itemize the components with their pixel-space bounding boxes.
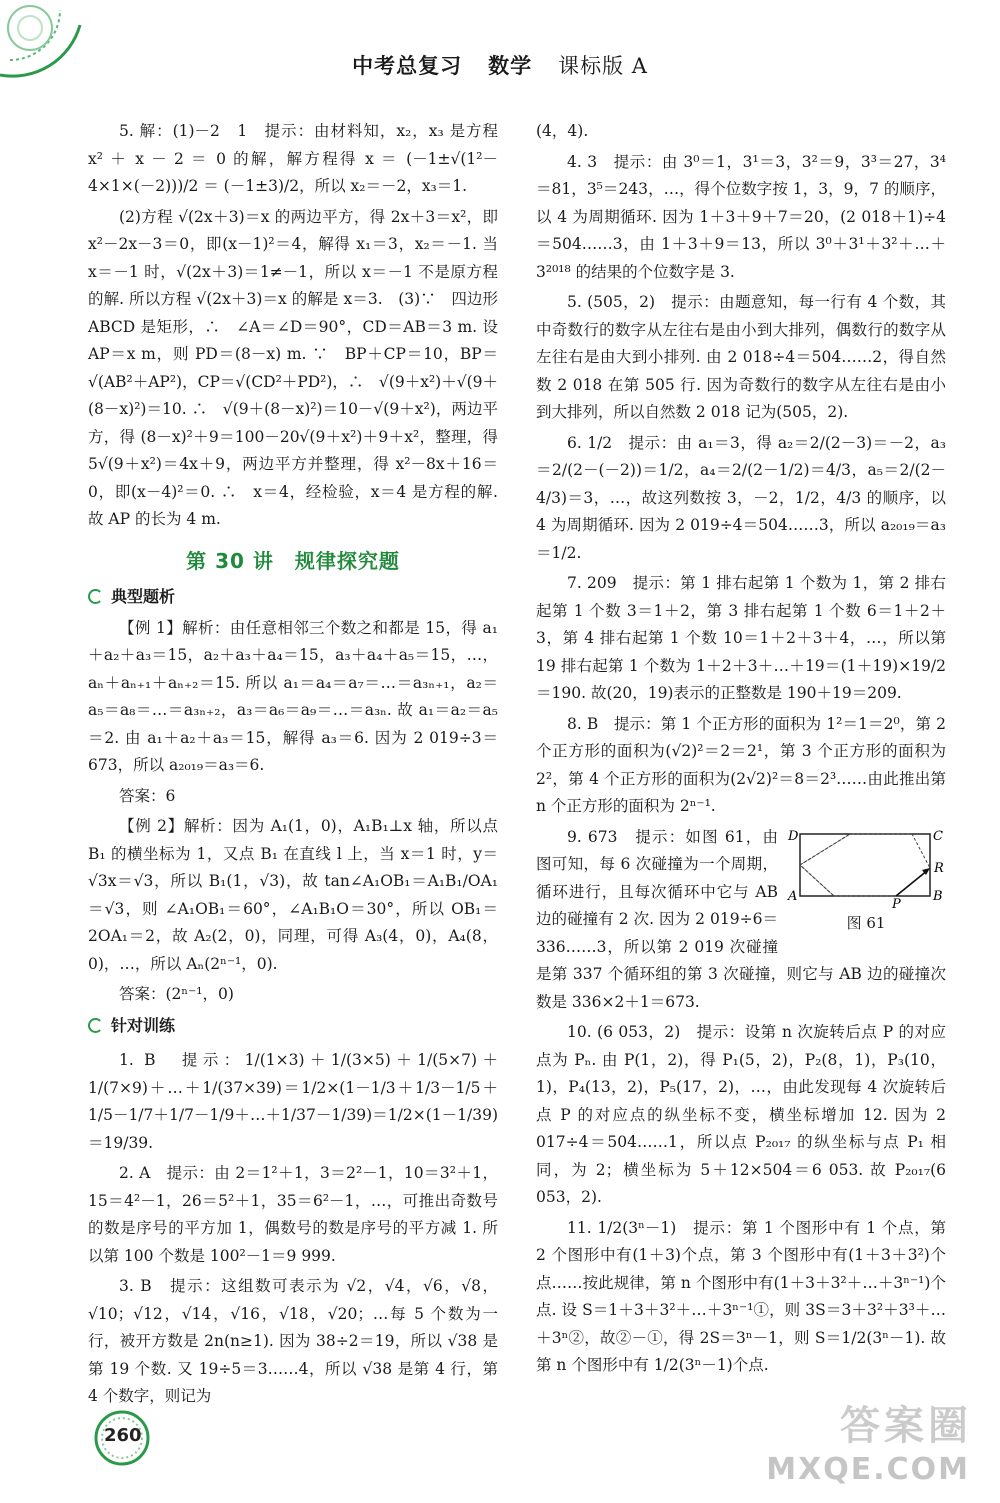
header-edition: 课标版 A bbox=[558, 54, 648, 78]
section-heading-label: 典型题析 bbox=[111, 587, 176, 606]
left-column bbox=[88, 118, 498, 1414]
training-6: 6. 1/2 提示：由 a₁＝3，得 a₂＝2/(2－3)＝－2，a₃＝2/(2－(－2))＝1/2，a₄＝2/(2－1/2)＝4/3，a₅＝2/(2－4/3)＝3，…，故这列数按 3，－2，1/2，4/3 的顺序，以 4 为周期循环. 因为 2 019÷4＝504……3，所以 a₂₀₁₉＝a₃＝1/2. bbox=[536, 433, 946, 562]
problem-5-part2: (2)方程 √(2x＋3)＝x 的两边平方，得 2x＋3＝x²，即 x²－2x－3＝0，即(x－1)²＝4，解得 x₁＝3，x₂＝－1. 当 x＝－1 时，√(2x＋3)＝1≠－1，所以 x＝－1 不是原方程的解. 所以方程 √(2x＋3)＝x 的解是 x＝3. (3)∵ 四边形 ABCD 是矩形，∴ ∠A＝∠D＝90°，CD＝AB＝3 m. 设 AP＝x m，则 PD＝(8－x) m. ∵ BP＋CP＝10，BP＝√(AB²＋AP²)，CP＝√(CD²＋PD²)，∴ √(9＋x²)＋√(9＋(8－x)²)＝10. ∴ √(9＋(8－x)²)＝10－√(9＋x²)，两边平方，得 (8－x)²＋9＝100－20√(9＋x²)＋9＋x²，整理，得 5√(9＋x²)＝4x＋9，两边平方并整理，得 x²－8x＋16＝0，即(x－4)²＝0. ∴ x＝4，经检验，x＝4 是方程的解. 故 AP 的长为 4 m. bbox=[88, 207, 499, 528]
problem-5-part1: 5. 解：(1)－2 1 提示：由材料知，x₂，x₃ 是方程 x² ＋ x － 2 ＝ 0 的解，解方程得 x ＝ (－1±√(1²－4×1×(－2)))/2 ＝ (－1±3)/2，所以 x₂＝－2，x₃＝1. bbox=[88, 122, 498, 195]
bounce-path bbox=[800, 834, 930, 896]
label-d: D bbox=[788, 828, 799, 844]
arrow-line bbox=[896, 870, 928, 896]
training-9: 9. 673 提示：如图 61，由图可知，每 6 次碰撞为一个周期，循环进行，且每次循环中它与 AB 边的碰撞有 2 次. 因为 2 019÷6＝336……3，所以第 2 019 次碰撞是第 337 个循环组的第 3 次碰撞，则它与 AB 边的碰撞次数是 336×2＋1＝673. bbox=[536, 827, 946, 1011]
rectangle-abcd bbox=[800, 834, 930, 896]
training-8: 8. B 提示：第 1 个正方形的面积为 1²＝1＝2⁰，第 2 个正方形的面积为(√2)²＝2＝2¹，第 3 个正方形的面积为 2²，第 4 个正方形的面积为(2√2)²＝8＝2³……由此推出第 n 个正方形的面积为 2ⁿ⁻¹. bbox=[536, 714, 946, 815]
bounce-path-2 bbox=[800, 834, 850, 896]
training-11: 11. 1/2(3ⁿ－1) 提示：第 1 个图形中有 1 个点，第 2 个图形中有(1＋3)个点，第 3 个图形中有(1＋3＋3²)个点……按此规律，第 n 个图形中有(1＋3＋3²＋…＋3ⁿ⁻¹)个点. 设 S＝1＋3＋3²＋…＋3ⁿ⁻¹①，则 3S＝3＋3²＋3³＋…＋3ⁿ②，故②－①，得 2S＝3ⁿ－1，则 S＝1/2(3ⁿ－1). 故第 n 个图形中有 1/2(3ⁿ－1)个点. bbox=[536, 1218, 946, 1374]
example-2-answer: 答案：(2ⁿ⁻¹，0) bbox=[119, 985, 234, 1003]
label-r: R bbox=[934, 860, 944, 876]
lecture-title: 第 30 讲 规律探究题 bbox=[186, 548, 400, 573]
training-5: 5. (505，2) 提示：由题意知，每一行有 4 个数，其中奇数行的数字从左往右是由小到大排列，偶数行的数字从左往右是由大到小排列. 由 2 018÷4＝504……2，得自然数 2 018 在第 505 行. 因为奇数行的数字从左往右是由小到大排列，所以自然数 2 018 记为(505，2). bbox=[536, 293, 946, 421]
header-book: 中考总复习 bbox=[352, 53, 463, 78]
page-header bbox=[0, 50, 1000, 80]
section-heading-typical bbox=[88, 583, 498, 611]
example-1: 【例 1】解析：由任意相邻三个数之和都是 15，得 a₁＋a₂＋a₃＝15，a₂＋a₃＋a₄＝15，a₃＋a₄＋a₅＝15，…，aₙ＋aₙ₊₁＋aₙ₊₂＝15. 所以 a₁＝a₄＝a₇＝…＝a₃ₙ₊₁，a₂＝a₅＝a₈＝…＝a₃ₙ₊₂，a₃＝a₆＝a₉＝…＝a₃ₙ. 故 a₁＝a₂＝a₅＝2. 由 a₁＋a₂＋a₃＝15，解得 a₃＝6. 因为 2 019÷3＝673，所以 a₂₀₁₉＝a₃＝6. bbox=[88, 618, 498, 774]
label-b: B bbox=[933, 888, 943, 904]
training-1: 1. B 提示：1/(1×3)＋1/(3×5)＋1/(5×7)＋1/(7×9)＋…＋1/(37×39)＝1/2×(1－1/3＋1/3－1/5＋1/5－1/7＋1/7－1/9＋…＋1/37－1/39)＝1/2×(1－1/39)＝19/39. bbox=[88, 1051, 498, 1152]
watermark-logo: 答案圈 bbox=[840, 1403, 972, 1449]
page-number: 260 bbox=[104, 1425, 142, 1446]
label-c: C bbox=[933, 828, 943, 844]
figure-61-diagram bbox=[786, 828, 946, 908]
training-2: 2. A 提示：由 2＝1²＋1，3＝2²－1，10＝3²＋1，15＝4²－1，26＝5²＋1，35＝6²－1，…，可推出奇数号的数是序号的平方加 1，偶数号的数是序号的平方减 1. 所以第 100 个数是 100²－1＝9 999. bbox=[88, 1164, 498, 1265]
watermark-site: MXQE.COM bbox=[766, 1452, 970, 1487]
figure-caption: 图 61 bbox=[846, 913, 886, 932]
training-10: 10. (6 053，2) 提示：设第 n 次旋转后点 P 的对应点为 Pₙ. 由 P(1，2)，得 P₁(5，2)，P₂(8，1)，P₃(10，1)，P₄(13，2)，P₅(17，2)，…，由此发现每 4 次旋转后点 P 的对应点的纵坐标不变，横坐标增加 12. 因为 2 017÷4＝504……1，所以点 P₂₀₁₇ 的纵坐标与点 P₁ 相同，为 2；横坐标为 5＋12×504＝6 053. 故 P₂₀₁₇(6 053，2). bbox=[536, 1023, 946, 1206]
training-3: 3. B 提示：这组数可表示为 √2，√4，√6，√8，√10；√12，√14，√16，√18，√20；…每 5 个数为一行，被开方数是 2n(n≥1). 因为 38÷2＝19，所以 √38 是第 19 个数. 又 19÷5＝3……4，所以 √38 是第 4 行，第 4 个数字，则记为 bbox=[88, 1277, 498, 1405]
training-7: 7. 209 提示：第 1 排右起第 1 个数为 1，第 2 排右起第 1 个数 3＝1＋2，第 3 排右起第 1 个数 6＝1＋2＋3，第 4 排右起第 1 个数 10＝1＋2＋3＋4，…，所以第 19 排右起第 1 个数为 1＋2＋3＋…＋19＝(1＋19)×19/2＝190. 故(20，19)表示的正整数是 190＋19＝209. bbox=[536, 574, 946, 702]
section-heading-label: 针对训练 bbox=[111, 1015, 176, 1035]
training-4: 4. 3 提示：由 3⁰＝1，3¹＝3，3²＝9，3³＝27，3⁴＝81，3⁵＝243，…，得个位数字按 1，3，9，7 的顺序，以 4 为周期循环. 因为 1＋3＋9＋7＝20，(2 018＋1)÷4＝504……3，由 1＋3＋9＝13，所以 3⁰＋3¹＋3²＋…＋3²⁰¹⁸ 的结果的个位数字是 3. bbox=[536, 152, 946, 281]
figure-61 bbox=[786, 828, 946, 938]
ring-icon bbox=[88, 589, 103, 604]
right-column bbox=[536, 118, 946, 1383]
section-heading-training bbox=[88, 1012, 498, 1040]
training-3-continued: (4，4). bbox=[536, 122, 589, 140]
label-p: P bbox=[892, 896, 901, 908]
example-2: 【例 2】解析：因为 A₁(1，0)，A₁B₁⊥x 轴，所以点 B₁ 的横坐标为 1，又点 B₁ 在直线 l 上，当 x＝1 时，y＝√3x＝√3，所以 B₁(1，√3)，故 tan∠A₁OB₁＝A₁B₁/OA₁＝√3，则 ∠A₁OB₁＝60°，∠A₁B₁O＝30°，所以 OB₁＝2OA₁＝2，故 A₂(2，0)，同理，可得 A₃(4，0)，A₄(8，0)，…，所以 Aₙ(2ⁿ⁻¹，0). bbox=[88, 817, 498, 973]
example-1-answer: 答案：6 bbox=[119, 786, 176, 805]
ring-icon bbox=[88, 1018, 103, 1033]
header-subject: 数学 bbox=[488, 53, 533, 78]
label-a: A bbox=[788, 888, 798, 904]
